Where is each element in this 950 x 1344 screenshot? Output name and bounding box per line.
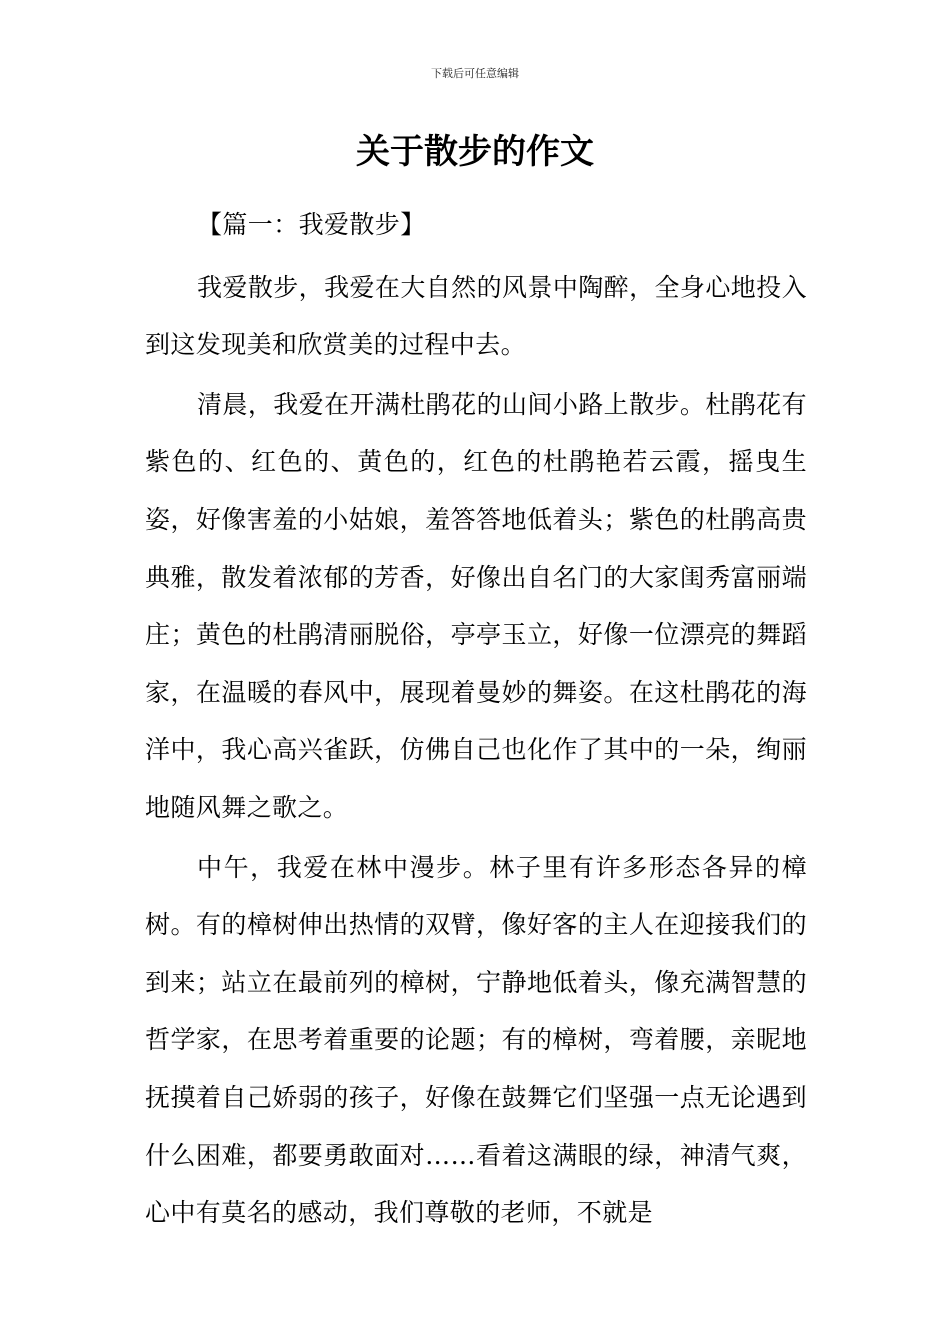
document-title: 关于散步的作文 <box>356 132 594 172</box>
paragraph-1: 我爱散步，我爱在大自然的风景中陶醉，全身心地投入到这发现美和欣赏美的过程中去。 <box>145 272 807 360</box>
paragraph-2: 清晨，我爱在开满杜鹃花的山间小路上散步。杜鹃花有紫色的、红色的、黄色的，红色的杜鹃艳若云霞，摇曳生姿，好像害羞的小姑娘，羞答答地低着头；紫色的杜鹃高贵典雅，散发着浓郁的芳香，好像出自名门的大家闺秀富丽端庄；黄色的杜鹃清丽脱俗，亭亭玉立，好像一位漂亮的舞蹈家，在温暖的春风中，展现着曼妙的舞姿。在这杜鹃花的海洋中，我心高兴雀跃，仿佛自己也化作了其中的一朵，绚丽地随风舞之歌之。 <box>145 389 807 822</box>
section-heading: 【篇一：我爱散步】 <box>197 210 426 239</box>
document-body <box>145 196 807 1242</box>
paragraph-3: 中午，我爱在林中漫步。林子里有许多形态各异的樟树。有的樟树伸出热情的双臂，像好客的主人在迎接我们的到来；站立在最前列的樟树，宁静地低着头，像充满智慧的哲学家，在思考着重要的论题；有的樟树，弯着腰，亲昵地抚摸着自己娇弱的孩子，好像在鼓舞它们坚强一点无论遇到什么困难，都要勇敢面对……看着这满眼的绿，神清气爽，心中有莫名的感动，我们尊敬的老师，不就是 <box>145 852 807 1228</box>
header-note: 下载后可任意编辑 <box>431 67 519 80</box>
